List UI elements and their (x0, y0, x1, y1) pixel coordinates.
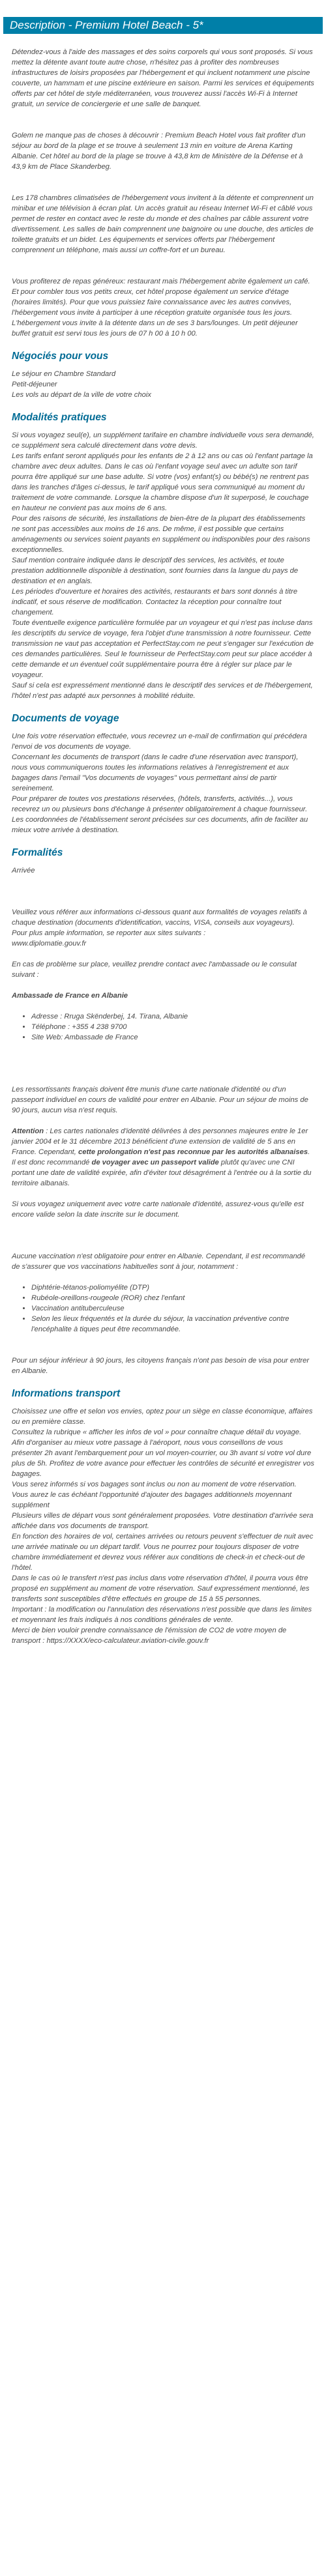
diplomatie-link[interactable]: www.diplomatie.gouv.fr (12, 940, 87, 948)
heading-modalites: Modalités pratiques (12, 412, 107, 423)
attention-text-b: cette prolongation n'est pas reconnue par les autorités albanaises (78, 1148, 308, 1156)
formalites-p5: Si vous voyagez uniquement avec votre carte nationale d'identité, assurez-vous qu'elle est encore valide selon la date inscrite sur le document. (12, 1200, 304, 1219)
vaccin-item: • Vaccination antituberculeuse (31, 1303, 314, 1314)
ambassade-website[interactable]: • Site Web: Ambassade de France (31, 1032, 314, 1043)
banner (3, 17, 323, 34)
vaccins-list (12, 1282, 314, 1335)
documents-p3: Pour préparer de toutes vos prestations réservées, (hôtels, transferts, activités...), vous recevrez un ou plusieurs bons d'échange à présenter obligatoirement à chaque fournisseur. (12, 795, 308, 813)
formalites-p7: Pour un séjour inférieur à 90 jours, les citoyens français n'ont pas besoin de visa pour entrer en Albanie. (12, 1357, 310, 1375)
content (0, 34, 326, 1646)
modalites-p2: Les tarifs enfant seront appliqués pour les enfants de 2 à 12 ans ou cas où l'enfant partage la chambre avec deux adultes. Dans le cas où l'enfant voyage seul avec un adulte son tarif pourra être appliqué sur une base adulte. Si votre (vos) enfant(s) ou bébé(s) ne rentrent pas dans les tranches d'âges ci-dessus, le tarif appliqué vous sera communiqué au moment du traitement de votre commande. Lorsque la chambre dispose d'un lit superposé, le couchage en hauteur ne convient pas aux moins de 6 ans. (12, 452, 313, 512)
attention-text-e: plutôt qu'avec une CNI portant une date de validité expirée, afin d'éviter tout désagrément à l'entrée ou à la sortie du territoire albanais. (12, 1159, 312, 1187)
transport-line: Merci de bien vouloir prendre connaissance de l'émission de CO2 de votre moyen de transport : https://XXXX/eco-calculateur.aviation-civile.gouv.fr (12, 1627, 287, 1645)
formalites-p3: En cas de problème sur place, veuillez prendre contact avec l'ambassade ou le consulat suivant : (12, 961, 297, 979)
negocies-item: Le séjour en Chambre Standard (12, 370, 116, 378)
vaccin-item: • Selon les lieux fréquentés et la durée du séjour, la vaccination préventive contre l'encéphalite à tiques peut être recommandée. (31, 1314, 314, 1335)
modalites-p4: Sauf mention contraire indiquée dans le descriptif des services, les activités, et toute prestation additionnelle disponible à destination, sont fournies dans la langue du pays de destination et en anglais. (12, 557, 299, 585)
modalites-p3: Pour des raisons de sécurité, les installations de bien-être de la plupart des établissements ne sont pas accessibles aux moins de 16 ans. De même, il est possible que certains aménagements ou services soient payants en supplément ou indisponibles pour des raisons exceptionnelles. (12, 515, 310, 554)
documents-p4: Les coordonnées de l'établissement seront précisées sur ces documents, afin de faciliter au mieux votre arrivée à destination. (12, 816, 308, 834)
description-p2: Golem ne manque pas de choses à découvrir : Premium Beach Hotel vous fait profiter d'un séjour au bord de la plage et se trouve à seulement 13 min en voiture de Arena Karting Albanie. Cet hôtel au bord de la plage se trouve à 43,8 km de Ministère de la Défense et à 43,9 km de Place Skanderbeg. (12, 132, 306, 171)
modalites-p5: Les périodes d'ouverture et horaires des activités, restaurants et bars sont donnés à titre indicatif, et sous réserve de modification. Contactez la réception pour connaître tout changement. (12, 588, 298, 616)
formalites-p4: Les ressortissants français doivent être munis d'une carte nationale d'identité ou d'un passeport individuel en cours de validité pour entrer en Albanie. Pour un séjour de moins de 90 jours, aucun visa n'est requis. (12, 1086, 308, 1114)
heading-documents: Documents de voyage (12, 713, 119, 724)
formalites-attention (12, 1126, 314, 1189)
ambassade-phone: • Téléphone : +355 4 238 9700 (31, 1022, 314, 1032)
heading-formalites: Formalités (12, 847, 63, 858)
vaccin-item: • Diphtérie-tétanos-poliomyélite (DTP) (31, 1282, 314, 1293)
transport-line: Plusieurs villes de départ vous sont généralement proposées. Votre destination d'arrivée sera affichée dans vos documents de transport. (12, 1512, 314, 1530)
documents-p1: Une fois votre réservation effectuée, vous recevrez un e-mail de confirmation qui précédera l'envoi de vos documents de voyage. (12, 732, 307, 751)
heading-negocies: Négociés pour vous (12, 351, 109, 362)
formalites-p2: Pour plus ample information, se reporter aux sites suivants : (12, 929, 206, 937)
formalites-p1: Veuillez vous référer aux informations ci-dessous quant aux formalités de voyages relatifs à chaque destination (documents d'identification, vaccins, VISA, conseils aux voyageurs). (12, 908, 307, 927)
ambassade-title: Ambassade de France en Albanie (12, 992, 128, 1000)
negocies-item: Petit-déjeuner (12, 381, 57, 388)
attention-text-d: de voyager avec un passeport valide (91, 1159, 219, 1166)
ambassade-list (12, 1011, 314, 1043)
vaccin-item: • Rubéole-oreillons-rougeole (ROR) chez l'enfant (31, 1293, 314, 1303)
transport-line: Afin d'organiser au mieux votre passage à l'aéroport, nous vous conseillons de vous présenter 2h avant l'embarquement pour un vol moyen-courrier, ou 3h avant si votre vol dure plus de 5h. Profitez de votre avance pour effectuer les contrôles de sécurité et enregistrer vos bagages. (12, 1439, 314, 1478)
negocies-item: Les vols au départ de la ville de votre choix (12, 391, 151, 399)
description-p3: Les 178 chambres climatisées de l'hébergement vous invitent à la détente et comprennent un minibar et une télévision à écran plat. Un accès gratuit au réseau Internet Wi-Fi et câblé vous permet de rester en contact avec le reste du monde et des chaînes par câble assurent votre divertissement. Les salles de bain comprennent une baignoire ou une douche, des articles de toilette gratuits et un bidet. Les équipements et services offerts par l'hébergement comprennent un téléphone, mais aussi un coffre-fort et un bureau. (12, 194, 314, 254)
transport-line: Important : la modification ou l'annulation des réservations n'est possible que dans les limites et moyennant les frais indiqués à nos conditions générales de vente. (12, 1606, 312, 1624)
description-p4: Vous profiterez de repas généreux: restaurant mais l'hébergement abrite également un café. Et pour combler tous vos petits creux, cet hôtel propose également un service d'étage (horaires limités). Pour que vous puissiez faire connaissance avec les autres convives, l'hébergement vous invite à participer à une réception gratuite organisée tous les jours. L'hébergement vous invite à la détente dans un de ses 3 bars/lounges. Un petit déjeuner buffet gratuit est servi tous les jours de 07 h 00 à 10 h 00. (12, 278, 310, 338)
transport-line: En fonction des horaires de vol, certaines arrivées ou retours peuvent s'effectuer de nuit avec une arrivée matinale ou un départ tardif. Vous ne pourrez pour toujours disposer de votre chambre immédiatement et devrez vous référer aux conditions de check-in et check-out de l'hôtel. (12, 1533, 314, 1572)
modalites-p7: Sauf si cela est expressément mentionné dans le descriptif des services et de l'hébergement, l'hôtel n'est pas adapté aux personnes à mobilité réduite. (12, 682, 313, 700)
attention-label: Attention (12, 1127, 44, 1135)
page-title: Description - Premium Hotel Beach - 5* (10, 19, 203, 31)
transport-line: Choisissez une offre et selon vos envies, optez pour un siège en classe économique, affaires ou en première classe. (12, 1408, 313, 1426)
attention-text-a: : Les cartes nationales d'identité délivrées à des personnes majeures entre le 1er janvier 2004 et le 31 décembre 2013 bénéficient d'une extension de validité de 5 ans en France. Cependant, (12, 1127, 308, 1156)
ambassade-address: • Adresse : Rruga Skënderbej, 14. Tirana, Albanie (31, 1011, 314, 1022)
transport-line: Vous aurez le cas échéant l'opportunité d'ajouter des bagages additionnels moyennant supplément (12, 1491, 292, 1509)
transport-line: Dans le cas où le transfert n'est pas inclus dans votre réservation d'hôtel, il pourra vous être proposé en supplément au moment de votre réservation. Sauf expressément mentionné, les transferts sont susceptibles d'être effectués en groupe de 15 à 55 personnes. (12, 1574, 310, 1603)
attention-text-c: . Il est donc recommandé (12, 1148, 310, 1166)
documents-p2: Concernant les documents de transport (dans le cadre d'une réservation avec transport), nous vous communiquerons toutes les informations relatives à l'enregistrement et aux bagages dans l'email "Vos documents de voyages" vous permettant ainsi de partir sereinement. (12, 753, 299, 792)
formalites-p6: Aucune vaccination n'est obligatoire pour entrer en Albanie. Cependant, il est recommandé de s'assurer que vos vaccinations habituelles sont à jour, notamment : (12, 1252, 306, 1271)
heading-transport: Informations transport (12, 1388, 121, 1399)
modalites-p1: Si vous voyagez seul(e), un supplément tarifaire en chambre individuelle vous sera demandé, ce supplément sera calculé directement dans votre devis. (12, 431, 314, 450)
description-p1: Détendez-vous à l'aide des massages et des soins corporels qui vous sont proposés. Si vous mettez la détente avant toute autre chose, n'hésitez pas à profiter des nombreuses infrastructures de loisirs proposées par l'hébergement et qui incluent notamment une piscine couverte, un hammam et une piscine extérieure en saison. Parmi les services et équipements offerts par cet hôtel de style méditerranéen, vous trouverez aussi l'accès Wi-Fi à Internet gratuit, un service de conciergerie et une salle de banquet. (12, 48, 314, 108)
modalites-p6: Toute éventuelle exigence particulière formulée par un voyageur et qui n'est pas incluse dans les descriptifs du service de voyage, fera l'objet d'une transmission à notre fournisseur. Cette transmission ne vaut pas acceptation et PerfectStay.com ne peut s'engager sur l'exécution de ces demandes particulières. Seul le fournisseur de PerfectStay.com peut sur place accéder à cette demande et un éventuel coût supplémentaire pourra être à régler sur place par le voyageur. (12, 619, 314, 679)
transport-line: Vous serez informés si vos bagages sont inclus ou non au moment de votre réservation. (12, 1481, 297, 1488)
transport-line: Consultez la rubrique « afficher les infos de vol » pour connaître chaque détail du voyage. (12, 1428, 302, 1436)
formalites-arrivee: Arrivée (12, 867, 35, 875)
